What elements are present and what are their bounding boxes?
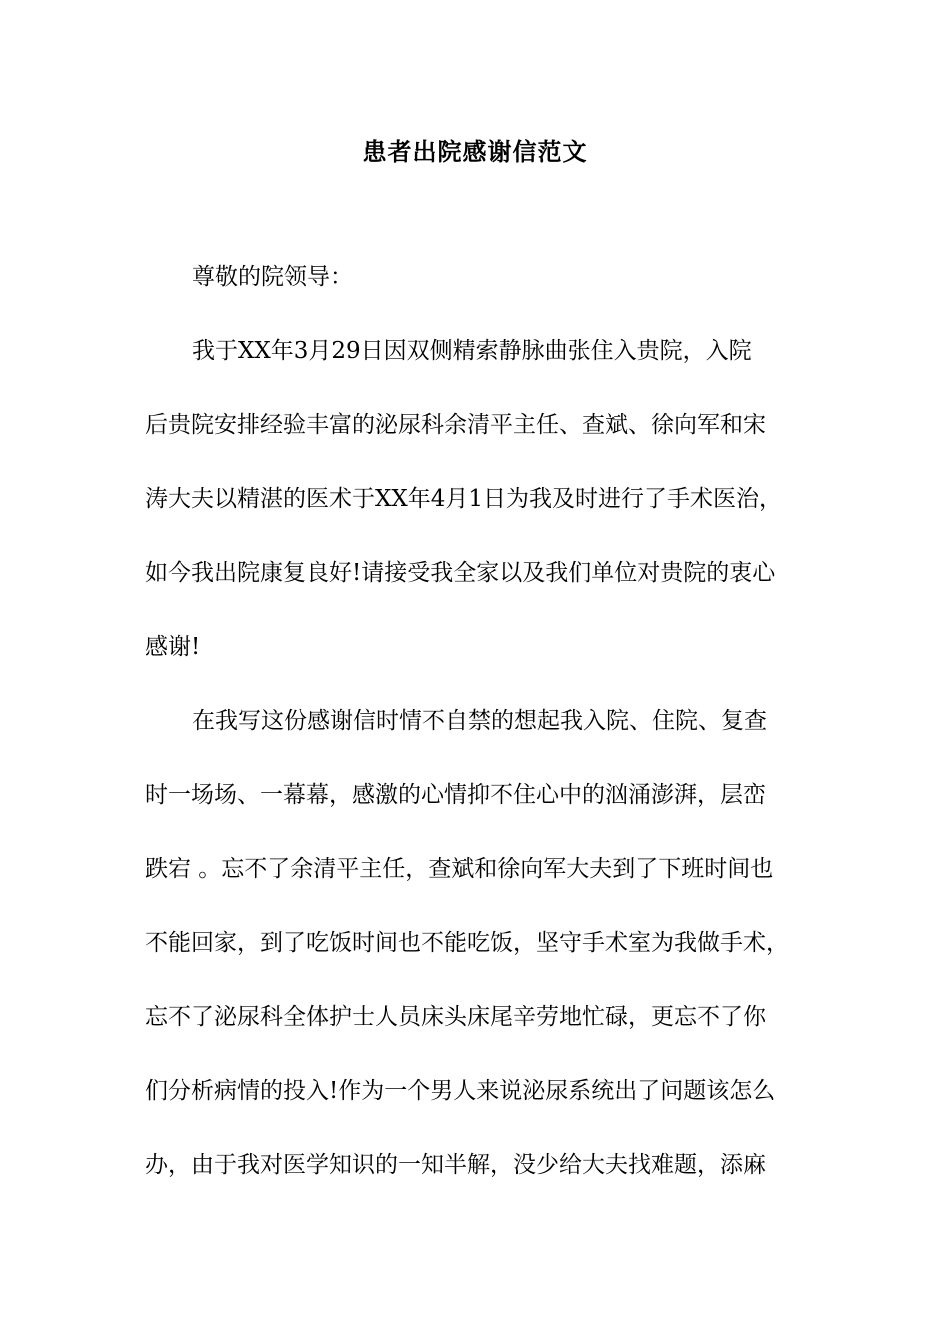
body-line: 们分析病情的投入!作为一个男人来说泌尿系统出了问题该怎么 <box>145 1078 776 1104</box>
body-line: 忘不了泌尿科全体护士人员床头床尾辛劳地忙碌，更忘不了你 <box>145 1004 766 1030</box>
body-line: 跌宕 。忘不了余清平主任，查斌和徐向军大夫到了下班时间也 <box>145 856 774 882</box>
body-line: 涛大夫以精湛的医术于XX年4月1日为我及时进行了手术医治， <box>145 486 783 512</box>
body-line: 办，由于我对医学知识的一知半解，没少给大夫找难题，添麻 <box>145 1152 766 1178</box>
body-line: 如今我出院康复良好!请接受我全家以及我们单位对贵院的衷心 <box>145 560 776 586</box>
body-line: 在我写这份感谢信时情不自禁的想起我入院、住院、复查 <box>192 708 767 734</box>
body-line: 时一场场、一幕幕，感激的心情抑不住心中的汹涌澎湃，层峦 <box>145 782 766 808</box>
document-title: 患者出院感谢信范文 <box>362 137 588 166</box>
body-line: 不能回家，到了吃饭时间也不能吃饭，坚守手术室为我做手术， <box>145 930 789 956</box>
body-line: 我于XX年3月29日因双侧精索静脉曲张住入贵院，入院 <box>192 338 752 364</box>
body-line: 感谢! <box>145 634 201 660</box>
body-line: 后贵院安排经验丰富的泌尿科余清平主任、查斌、徐向军和宋 <box>145 412 766 438</box>
salutation: 尊敬的院领导： <box>192 264 353 290</box>
